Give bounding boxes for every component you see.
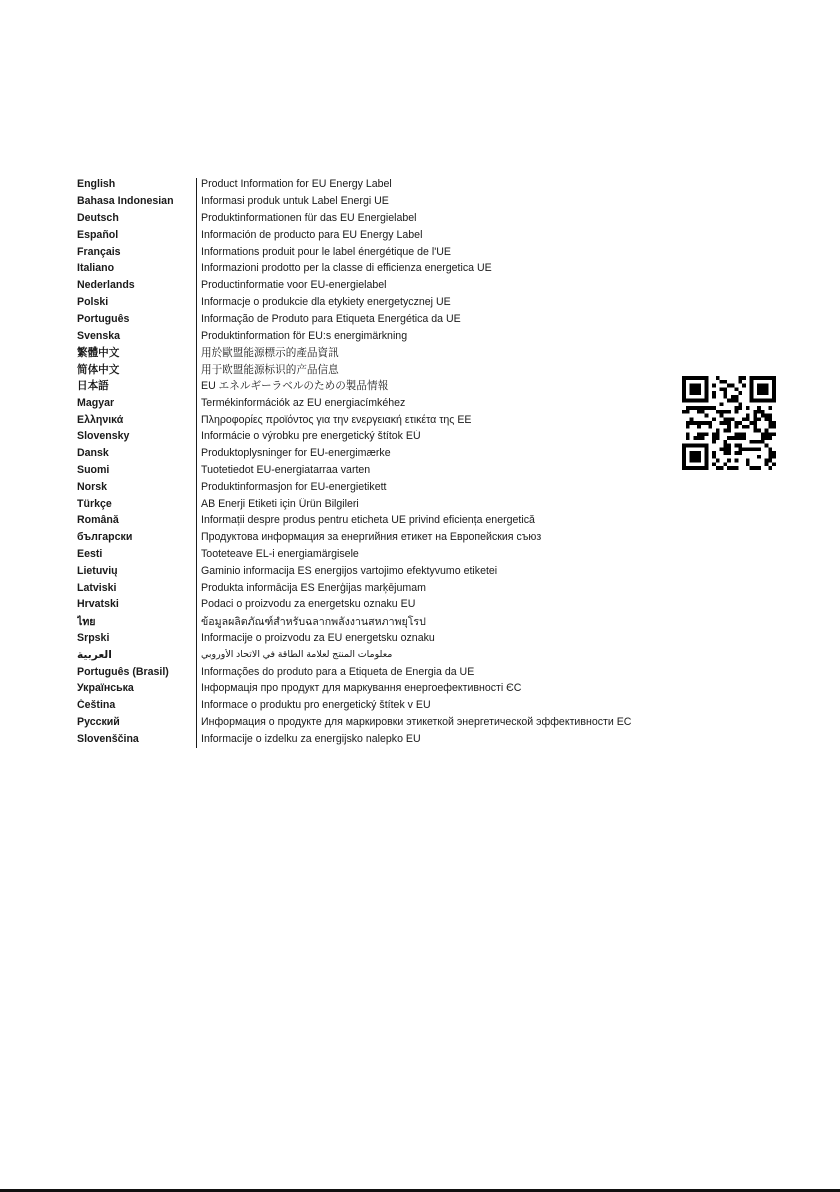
language-name: Español [77,228,119,241]
language-row [77,344,657,361]
language-name: Polski [77,295,109,308]
language-name: Türkçe [77,497,112,510]
language-row [77,327,657,344]
language-name: Bahasa Indonesian [77,195,174,208]
language-name: Deutsch [77,211,119,224]
language-row [77,310,657,327]
language-row [77,394,657,411]
language-name: Slovensky [77,430,130,443]
language-row [77,294,657,311]
language-description: Informations produit pour le label énergétique de l'UE [201,245,451,258]
language-row [77,697,657,714]
language-name: Français [77,245,121,258]
language-description: Produktinformationen für das EU Energielabel [201,211,417,224]
language-description: ข้อมูลผลิตภัณฑ์สำหรับฉลากพลังงานสหภาพยุโรป [201,615,426,628]
language-row [77,730,657,747]
language-name: Eesti [77,547,103,560]
language-name: 简体中文 [77,363,120,376]
language-name: Magyar [77,396,115,409]
language-name: Dansk [77,447,109,460]
language-description: Informácie o výrobku pre energetický štítok EÚ [201,430,421,443]
language-table [77,176,657,747]
language-description: Gaminio informacija ES energijos vartojimo efektyvumo etiketei [201,564,498,577]
language-row [77,226,657,243]
language-name: 日本語 [77,380,109,393]
language-name: Українська [77,682,134,695]
language-name: Română [77,514,119,527]
language-row [77,579,657,596]
language-row [77,277,657,294]
language-description: معلومات المنتج لعلامة الطاقة في الاتحاد الأوروبي [201,649,393,661]
language-row [77,176,657,193]
language-description: Informacije o izdelku za energijsko nalepko EU [201,732,421,745]
language-name: Nederlands [77,279,135,292]
language-name: ไทย [77,615,96,628]
language-description: Productinformatie voor EU-energielabel [201,279,387,292]
language-description: Produktoplysninger for EU-energimærke [201,447,391,460]
language-row [77,411,657,428]
language-description: Información de producto para EU Energy Label [201,228,423,241]
language-description: AB Enerji Etiketi için Ürün Bilgileri [201,497,359,510]
language-name: Slovenščina [77,732,139,745]
language-name: Português (Brasil) [77,665,169,678]
language-row [77,193,657,210]
language-row [77,445,657,462]
language-name: Latviski [77,581,117,594]
language-description: Продуктова информация за енергийния етикет на Европейския съюз [201,531,542,544]
language-description: Product Information for EU Energy Label [201,178,392,191]
language-row [77,260,657,277]
language-description: Інформація про продукт для маркування енергоефективності ЄС [201,682,522,695]
language-row [77,462,657,479]
language-name: Srpski [77,631,110,644]
language-name: Svenska [77,329,120,342]
language-row [77,478,657,495]
language-description: Informazioni prodotto per la classe di efficienza energetica UE [201,262,492,275]
language-description: Информация о продукте для маркировки этикеткой энергетической эффективности ЕС [201,715,632,728]
language-row [77,210,657,227]
language-description: Informații despre produs pentru eticheta UE privind eficiența energetică [201,514,535,527]
language-name: English [77,178,116,191]
language-name: Hrvatski [77,598,119,611]
language-description: Informacje o produkcie dla etykiety energetycznej UE [201,295,451,308]
language-name: Suomi [77,463,110,476]
language-name: Lietuvių [77,564,118,577]
language-description: Informações do produto para a Etiqueta de Energia da UE [201,665,475,678]
language-name: Português [77,312,130,325]
qr-code-icon[interactable] [680,376,778,470]
language-name: Norsk [77,480,108,493]
language-description: Tooteteave EL-i energiamärgisele [201,547,359,560]
language-description: 用於歐盟能源標示的產品資訊 [201,346,339,359]
language-name: 繁體中文 [77,346,120,359]
language-name: Italiano [77,262,115,275]
language-description: Produktinformasjon for EU-energietikett [201,480,387,493]
language-row [77,663,657,680]
language-row [77,562,657,579]
language-description: Produkta informācija ES Enerģijas marķējumam [201,581,426,594]
language-description: Produktinformation för EU:s energimärkning [201,329,408,342]
language-row [77,529,657,546]
language-row [77,680,657,697]
language-row [77,495,657,512]
language-row [77,546,657,563]
language-row [77,596,657,613]
language-row [77,361,657,378]
language-name: Čeština [77,699,116,712]
language-description: Informacije o proizvodu za EU energetsku oznaku [201,631,435,644]
language-description: EU エネルギーラベルのための製品情報 [201,380,389,393]
language-description: Informace o produktu pro energetický štítek v EU [201,699,431,712]
language-row [77,512,657,529]
language-row [77,714,657,731]
language-row [77,646,657,663]
language-description: Podaci o proizvodu za energetsku oznaku EU [201,598,416,611]
language-description: Informasi produk untuk Label Energi UE [201,195,389,208]
language-description: Tuotetiedot EU-energiatarraa varten [201,463,371,476]
language-row [77,378,657,395]
language-row [77,613,657,630]
language-description: Informação de Produto para Etiqueta Energética da UE [201,312,461,325]
language-description: 用于欧盟能源标识的产品信息 [201,363,339,376]
language-row [77,630,657,647]
language-description: Πληροφορίες προϊόντος για την ενεργειακή ετικέτα της ΕΕ [201,413,472,426]
language-description: Termékinformációk az EU energiacímkéhez [201,396,406,409]
language-row [77,428,657,445]
column-divider [196,178,197,748]
language-name: Ελληνικά [77,413,124,426]
language-row [77,243,657,260]
language-name: български [77,531,133,544]
language-name: Русский [77,715,120,728]
language-name: العربية [77,648,112,661]
